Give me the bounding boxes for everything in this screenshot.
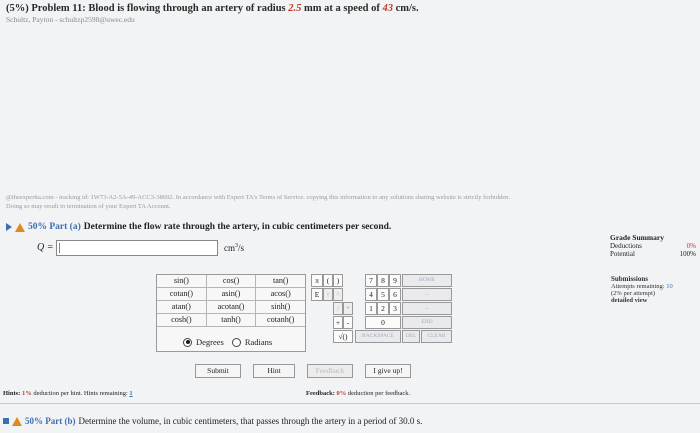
close-paren-key[interactable]: ) — [333, 274, 343, 287]
keypad — [311, 274, 457, 350]
plus-key[interactable]: + — [333, 316, 343, 329]
sinh-button[interactable]: sinh() — [256, 301, 305, 314]
submissions-title: Submissions — [611, 275, 648, 283]
hints-info — [3, 390, 133, 397]
function-row — [157, 314, 305, 327]
deductions-label: Deductions — [610, 242, 642, 250]
answer-variable: Q = — [37, 242, 54, 253]
slash-key[interactable]: / — [333, 302, 343, 315]
key-8[interactable]: 8 — [377, 274, 389, 287]
acos-button[interactable]: acos() — [256, 288, 305, 301]
part-b-header[interactable] — [3, 416, 422, 426]
text-cursor — [59, 243, 60, 253]
feedback-button[interactable]: Feedback — [307, 364, 353, 378]
key-4[interactable]: 4 — [365, 288, 377, 301]
feedback-deduction: 0% — [336, 390, 347, 397]
cos-button[interactable]: cos() — [207, 275, 257, 288]
open-paren-key[interactable]: ( — [323, 274, 333, 287]
up-arrow-key[interactable]: ↑ — [323, 288, 333, 301]
radius-value: 2.5 — [288, 3, 302, 14]
unit-exponent: 3 — [235, 243, 238, 249]
exponent-e-key[interactable]: E — [311, 288, 323, 301]
cotanh-button[interactable]: cotanh() — [256, 314, 305, 327]
hints-label: Hints: — [3, 390, 21, 397]
submissions-panel — [611, 275, 673, 304]
caret-key[interactable]: ^ — [333, 288, 343, 301]
answer-unit — [224, 243, 244, 253]
clear-key[interactable]: CLEAR — [421, 330, 452, 343]
termination-notice: Doing so may result in termination of your Expert TA Account. — [6, 203, 171, 210]
end-key[interactable]: END — [402, 316, 452, 329]
feedback-text: deduction per feedback. — [347, 390, 411, 397]
key-7[interactable]: 7 — [365, 274, 377, 287]
radians-radio[interactable] — [232, 338, 241, 347]
cosh-button[interactable]: cosh() — [157, 314, 207, 327]
degrees-label: Degrees — [196, 337, 224, 347]
answer-input[interactable] — [56, 240, 218, 256]
deductions-value: 0% — [686, 242, 696, 250]
hint-deduction: 1% — [21, 390, 32, 397]
part-a-question: Determine the flow rate through the artery, in cubic centimeters per second. — [83, 222, 392, 232]
radians-label: Radians — [244, 337, 273, 347]
key-2[interactable]: 2 — [377, 302, 389, 315]
key-0[interactable]: 0 — [365, 316, 401, 329]
right-arrow-key[interactable]: → — [402, 288, 452, 301]
speed-value: 43 — [382, 3, 393, 14]
grade-summary-title: Grade Summary — [610, 233, 664, 242]
key-6[interactable]: 6 — [389, 288, 401, 301]
atan-button[interactable]: atan() — [157, 301, 207, 314]
tan-button[interactable]: tan() — [256, 275, 305, 288]
radius-unit: mm at a speed of — [304, 3, 380, 14]
detailed-view-link[interactable]: detailed view — [611, 297, 648, 304]
expand-arrow-icon[interactable] — [6, 223, 12, 231]
delete-key[interactable]: DEL — [402, 330, 420, 343]
expand-box-icon[interactable] — [3, 418, 9, 424]
asin-button[interactable]: asin() — [207, 288, 257, 301]
cotan-button[interactable]: cotan() — [157, 288, 207, 301]
multiply-key[interactable]: * — [343, 302, 353, 315]
unit-tail: /s — [238, 243, 245, 253]
function-row — [157, 275, 305, 288]
student-info: Schultz, Payton - schultzp2598@uwec.edu — [6, 15, 135, 24]
unit-base: cm — [224, 243, 235, 253]
part-a-label: 50% Part (a) — [28, 222, 81, 232]
key-5[interactable]: 5 — [377, 288, 389, 301]
key-9[interactable]: 9 — [389, 274, 401, 287]
part-b-question: Determine the volume, in cubic centimeters, that passes through the artery in a period of 30.0 s. — [78, 416, 423, 426]
problem-text: Blood is flowing through an artery of radius — [88, 3, 286, 14]
left-arrow-key[interactable]: ← — [402, 302, 452, 315]
part-b-label: 50% Part (b) — [25, 416, 76, 426]
backspace-key[interactable]: BACKSPACE — [355, 330, 401, 343]
potential-row — [610, 250, 696, 258]
function-row — [157, 288, 305, 301]
speed-unit: cm/s. — [395, 3, 419, 14]
copyright-notice: @theexpertta.com - tracking id: 1W73-A2-5A-49-ACC3-38692. In accordance with Expert TA's Terms of Service. copying this information to any solutions sharing website is strictly forbidden. — [6, 194, 510, 201]
degrees-radio[interactable] — [183, 338, 192, 347]
home-key[interactable]: HOME — [402, 274, 452, 287]
potential-label: Potential — [610, 250, 635, 258]
feedback-label: Feedback: — [306, 390, 335, 397]
key-3[interactable]: 3 — [389, 302, 401, 315]
warning-icon — [15, 223, 25, 232]
sin-button[interactable]: sin() — [157, 275, 207, 288]
attempts-value: 10 — [666, 283, 673, 290]
grade-summary — [610, 233, 696, 258]
hints-remaining: 1 — [129, 390, 133, 397]
function-row — [157, 301, 305, 314]
warning-icon — [12, 417, 22, 426]
minus-key[interactable]: - — [343, 316, 353, 329]
problem-number: (5%) Problem 11: — [6, 3, 86, 14]
acotan-button[interactable]: acotan() — [207, 301, 257, 314]
sqrt-key[interactable]: √() — [333, 330, 353, 343]
deductions-row — [610, 242, 696, 250]
part-a-header[interactable] — [6, 222, 391, 232]
hints-text: deduction per hint. Hints remaining: — [33, 390, 128, 397]
give-up-button[interactable]: I give up! — [365, 364, 411, 378]
tanh-button[interactable]: tanh() — [207, 314, 257, 327]
angle-mode — [183, 337, 272, 347]
feedback-info — [306, 390, 410, 397]
section-divider — [0, 403, 700, 404]
potential-value: 100% — [679, 250, 696, 258]
per-attempt: (2% per attempt) — [611, 290, 656, 297]
problem-title — [6, 3, 419, 14]
key-1[interactable]: 1 — [365, 302, 377, 315]
submit-button[interactable]: Submit — [195, 364, 241, 378]
pi-key[interactable]: π — [311, 274, 323, 287]
hint-button[interactable]: Hint — [253, 364, 295, 378]
attempts-row — [611, 283, 673, 290]
attempts-label: Attempts remaining: — [611, 283, 665, 290]
